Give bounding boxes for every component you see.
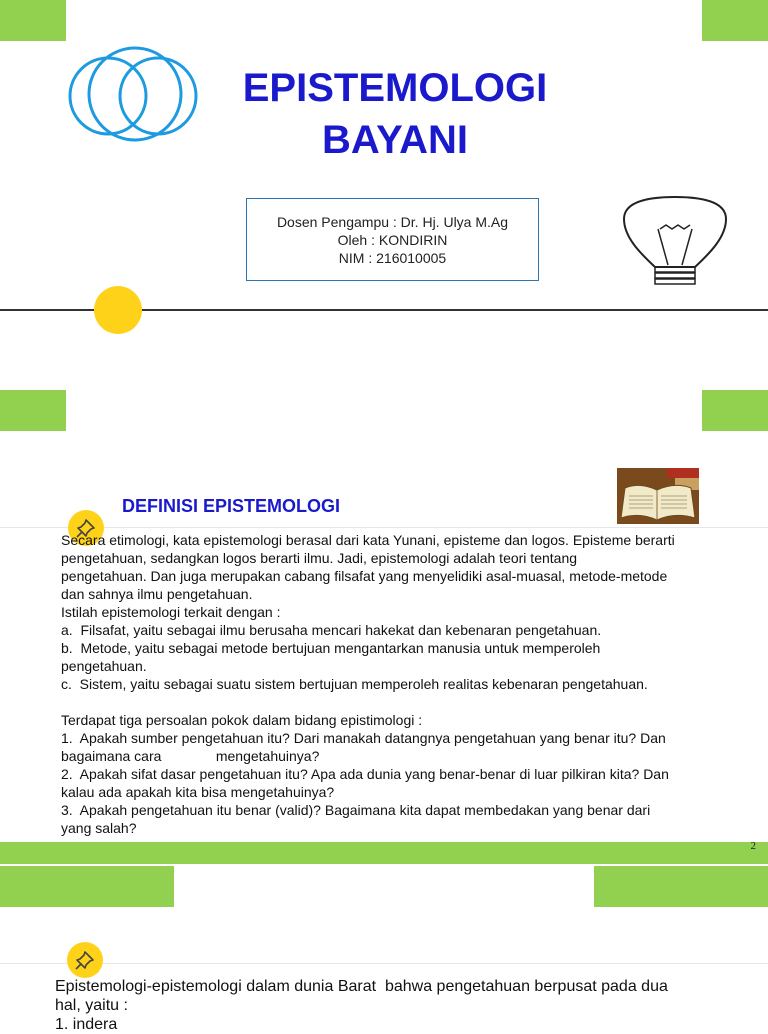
epistemology-west-text: [55, 977, 735, 1034]
section-heading: DEFINISI EPISTEMOLOGI: [122, 496, 341, 516]
text-line: dan sahnya ilmu pengetahuan.: [61, 586, 253, 602]
circles-logo-icon: [66, 44, 204, 148]
green-corner-mid-left: [0, 390, 66, 431]
lecturer-line: Dosen Pengampu : Dr. Hj. Ulya M.Ag: [276, 214, 509, 230]
green-bottom-bar: [0, 842, 768, 864]
green-corner-top-left: [0, 0, 66, 41]
text-line: pengetahuan.: [61, 658, 147, 674]
text-line: 3. Apakah pengetahuan itu benar (valid)? Bagaimana kita dapat membedakan yang benar dari: [61, 802, 651, 818]
text-line: pengetahuan, sedangkan logos berarti ilmu. Jadi, epistemologi adalah teori tentang: [61, 550, 578, 566]
book-image: [617, 468, 699, 524]
green-block-left: [0, 866, 174, 907]
page-title: [200, 62, 590, 166]
green-block-right: [594, 866, 768, 907]
pin-icon: [67, 942, 103, 978]
text-line: [61, 693, 721, 711]
text-line: c. Sistem, yaitu sebagai suatu sistem bertujuan memperoleh realitas kebenaran pengetahuan.: [61, 676, 648, 692]
green-corner-mid-right: [702, 390, 768, 431]
text-line: Istilah epistemologi terkait dengan :: [61, 604, 281, 620]
lightbulb-icon: [620, 195, 730, 290]
thin-divider: [0, 527, 768, 528]
text-line: 2. Apakah sifat dasar pengetahuan itu? Apa ada dunia yang benar-benar di luar pilkiran kita? Dan: [61, 766, 669, 782]
text-line: 1. Apakah sumber pengetahuan itu? Dari manakah datangnya pengetahuan yang benar itu? Dan: [61, 730, 666, 746]
text-line: kalau ada apakah kita bisa mengetahuinya?: [61, 784, 335, 800]
text-line: 1. indera: [55, 1016, 118, 1033]
nim-line: NIM : 216010005: [338, 250, 447, 266]
text-line: Epistemologi-epistemologi dalam dunia Barat bahwa pengetahuan berpusat pada dua: [55, 978, 668, 995]
text-line: pengetahuan. Dan juga merupakan cabang filsafat yang menyelidiki asal-muasal, metode-metode: [61, 568, 668, 584]
text-line: bagaimana cara mengetahuinya?: [61, 748, 320, 764]
thin-divider-2: [0, 963, 768, 964]
text-line: b. Metode, yaitu sebagai metode bertujuan mengantarkan manusia untuk memperoleh: [61, 640, 601, 656]
text-line: a. Filsafat, yaitu sebagai ilmu berusaha mencari hakekat dan kebenaran pengetahuan.: [61, 622, 602, 638]
green-corner-top-right: [702, 0, 768, 41]
definition-text: [61, 531, 721, 837]
title-line-1: EPISTEMOLOGI: [242, 66, 548, 110]
text-line: hal, yaitu :: [55, 997, 128, 1014]
text-line: Secara etimologi, kata epistemologi berasal dari kata Yunani, episteme dan logos. Episteme berarti: [61, 532, 675, 548]
page-number: 2: [750, 840, 756, 852]
author-line: Oleh : KONDIRIN: [337, 232, 448, 248]
text-line: Terdapat tiga persoalan pokok dalam bidang epistimologi :: [61, 712, 423, 728]
yellow-dot: [94, 286, 142, 334]
text-line: yang salah?: [61, 820, 137, 836]
title-line-2: BAYANI: [322, 118, 468, 162]
author-info-box: [246, 198, 539, 281]
